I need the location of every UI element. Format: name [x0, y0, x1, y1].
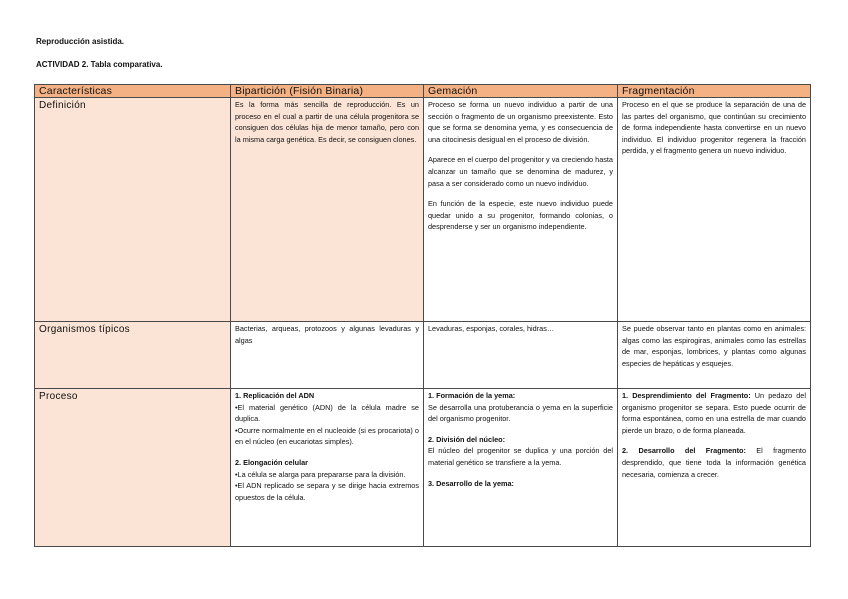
step-text: Se desarrolla una protuberancia o yema en la superficie del organismo progenitor. — [428, 402, 613, 424]
step-title: 2. Desarrollo del Fragmento: — [622, 446, 746, 456]
step-paragraph — [622, 390, 806, 436]
cell-proceso-gemacion — [424, 389, 618, 547]
step-title: 1. Replicación del ADN — [235, 391, 315, 400]
table-row — [35, 322, 811, 389]
comparison-table — [34, 84, 811, 547]
gemacion-def-paragraph: Proceso se forma un nuevo individuo a partir de una sección o fragmento de un organismo preexistente. Esto que se forma se denomina yema, y es consecuencia de una citocinesis desigual en el proceso de división. — [428, 100, 613, 144]
step-title: 3. Desarrollo de la yema: — [428, 478, 514, 488]
step-paragraph — [622, 445, 806, 480]
cell-organismos-biparticion: Bacterias, arqueas, protozoos y algunas levaduras y algas — [231, 322, 424, 389]
cell-proceso-fragmentacion — [618, 389, 811, 547]
step-text: El núcleo del progenitor se duplica y una porción del material genético se transfiere a la yema. — [428, 446, 613, 467]
activity-subtitle: ACTIVIDAD 2. Tabla comparativa. — [36, 60, 163, 69]
cell-organismos-gemacion: Levaduras, esponjas, corales, hidras… — [424, 322, 618, 389]
row-label-organismos: Organismos típicos — [35, 322, 231, 389]
header-gemacion: Gemación — [424, 85, 618, 98]
header-caracteristicas: Características — [35, 85, 231, 98]
gemacion-def-paragraph: En función de la especie, este nuevo individuo puede quedar unido a su progenitor, formando colonias, o desprenderse y ser un organismo independiente. — [428, 199, 613, 232]
cell-definicion-biparticion: Es la forma más sencilla de reproducción. Es un proceso en el cual a partir de una célula progenitora se consiguen dos células hija de menor tamaño, pero con la misma carga genética. Es decir, se consiguen clones. — [231, 98, 424, 322]
list-item: •Ocurre normalmente en el nucleoide (si es procariota) o en el núcleo (en eucariotas simples). — [235, 425, 419, 447]
table-row — [35, 389, 811, 547]
table-header-row — [35, 85, 811, 98]
step-title: 2. División del núcleo: — [428, 434, 506, 444]
header-biparticion: Bipartición (Fisión Binaria) — [231, 85, 424, 98]
document-title: Reproducción asistida. — [36, 37, 125, 46]
row-label-proceso: Proceso — [35, 389, 231, 547]
step-title: 1. Formación de la yema: — [428, 391, 516, 400]
cell-definicion-fragmentacion: Proceso en el que se produce la separación de una de las partes del organismo, que continúan su crecimiento de forma independiente hasta convertirse en un nuevo individuo. El individuo progenitor regenera la fracción perdida, y el fragmento genera un nuevo individuo. — [618, 98, 811, 322]
step-title: 2. Elongación celular — [235, 457, 308, 467]
list-item: •La célula se alarga para prepararse para la división. — [235, 469, 406, 479]
list-item: •El ADN replicado se separa y se dirige hacia extremos opuestos de la célula. — [235, 481, 419, 502]
row-label-definicion: Definición — [35, 98, 231, 322]
cell-definicion-gemacion — [424, 98, 618, 322]
gemacion-def-paragraph: Aparece en el cuerpo del progenitor y va creciendo hasta alcanzar un tamaño que se denomina de madurez, y pasa a ser considerado como un nuevo individuo. — [428, 155, 613, 188]
step-title: 1. Desprendimiento del Fragmento: — [622, 391, 751, 400]
list-item: •El material genético (ADN) de la célula madre se duplica. — [235, 402, 419, 424]
header-fragmentacion: Fragmentación — [618, 85, 811, 98]
cell-organismos-fragmentacion: Se puede observar tanto en plantas como en animales: algas como las espirogiras, animales como las estrellas de mar, esponjas, lombrices, y plantas como algunas especies de hepáticas y esquejes. — [618, 322, 811, 389]
step-text: El fragmento desprendido, que tiene toda la información genética necesaria, comienza a crecer. — [622, 446, 806, 479]
cell-proceso-biparticion — [231, 389, 424, 547]
step-text: Un pedazo del organismo progenitor se separa. Esto puede ocurrir de forma espontánea, como en una estrella de mar cuando pierde un brazo, o de forma planeada. — [622, 391, 806, 435]
table-row — [35, 98, 811, 322]
